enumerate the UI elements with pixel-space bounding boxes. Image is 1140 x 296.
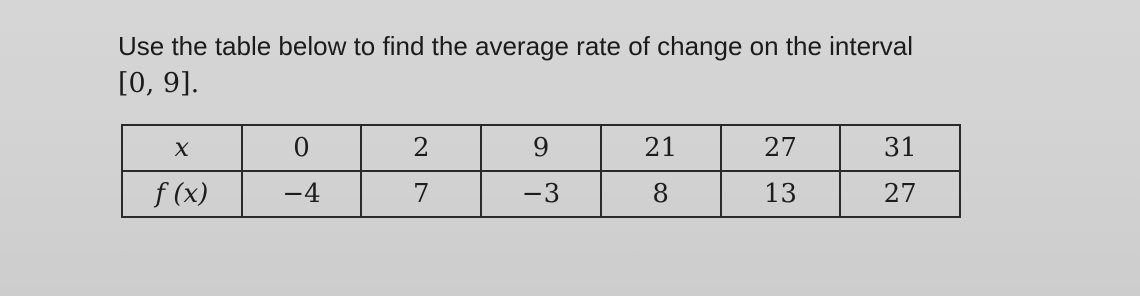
row-header-fx: f (x)	[122, 171, 242, 217]
table-row-x	[122, 125, 960, 171]
table-cell: 0	[242, 125, 362, 171]
question-text	[118, 30, 998, 102]
table-cell: 31	[840, 125, 960, 171]
table-cell: 7	[361, 171, 481, 217]
table-cell: 21	[601, 125, 721, 171]
table-cell: 13	[721, 171, 841, 217]
table-cell: 2	[361, 125, 481, 171]
row-header-x: x	[122, 125, 242, 171]
question-interval: [0, 9].	[118, 68, 200, 99]
table-row-fx	[122, 171, 960, 217]
table-cell: −4	[242, 171, 362, 217]
question-line: Use the table below to find the average rate of change on the interval	[118, 31, 913, 61]
table-cell: 8	[601, 171, 721, 217]
table-cell: 27	[721, 125, 841, 171]
value-table	[121, 124, 961, 218]
table-cell: −3	[481, 171, 601, 217]
table-cell: 27	[840, 171, 960, 217]
table-cell: 9	[481, 125, 601, 171]
